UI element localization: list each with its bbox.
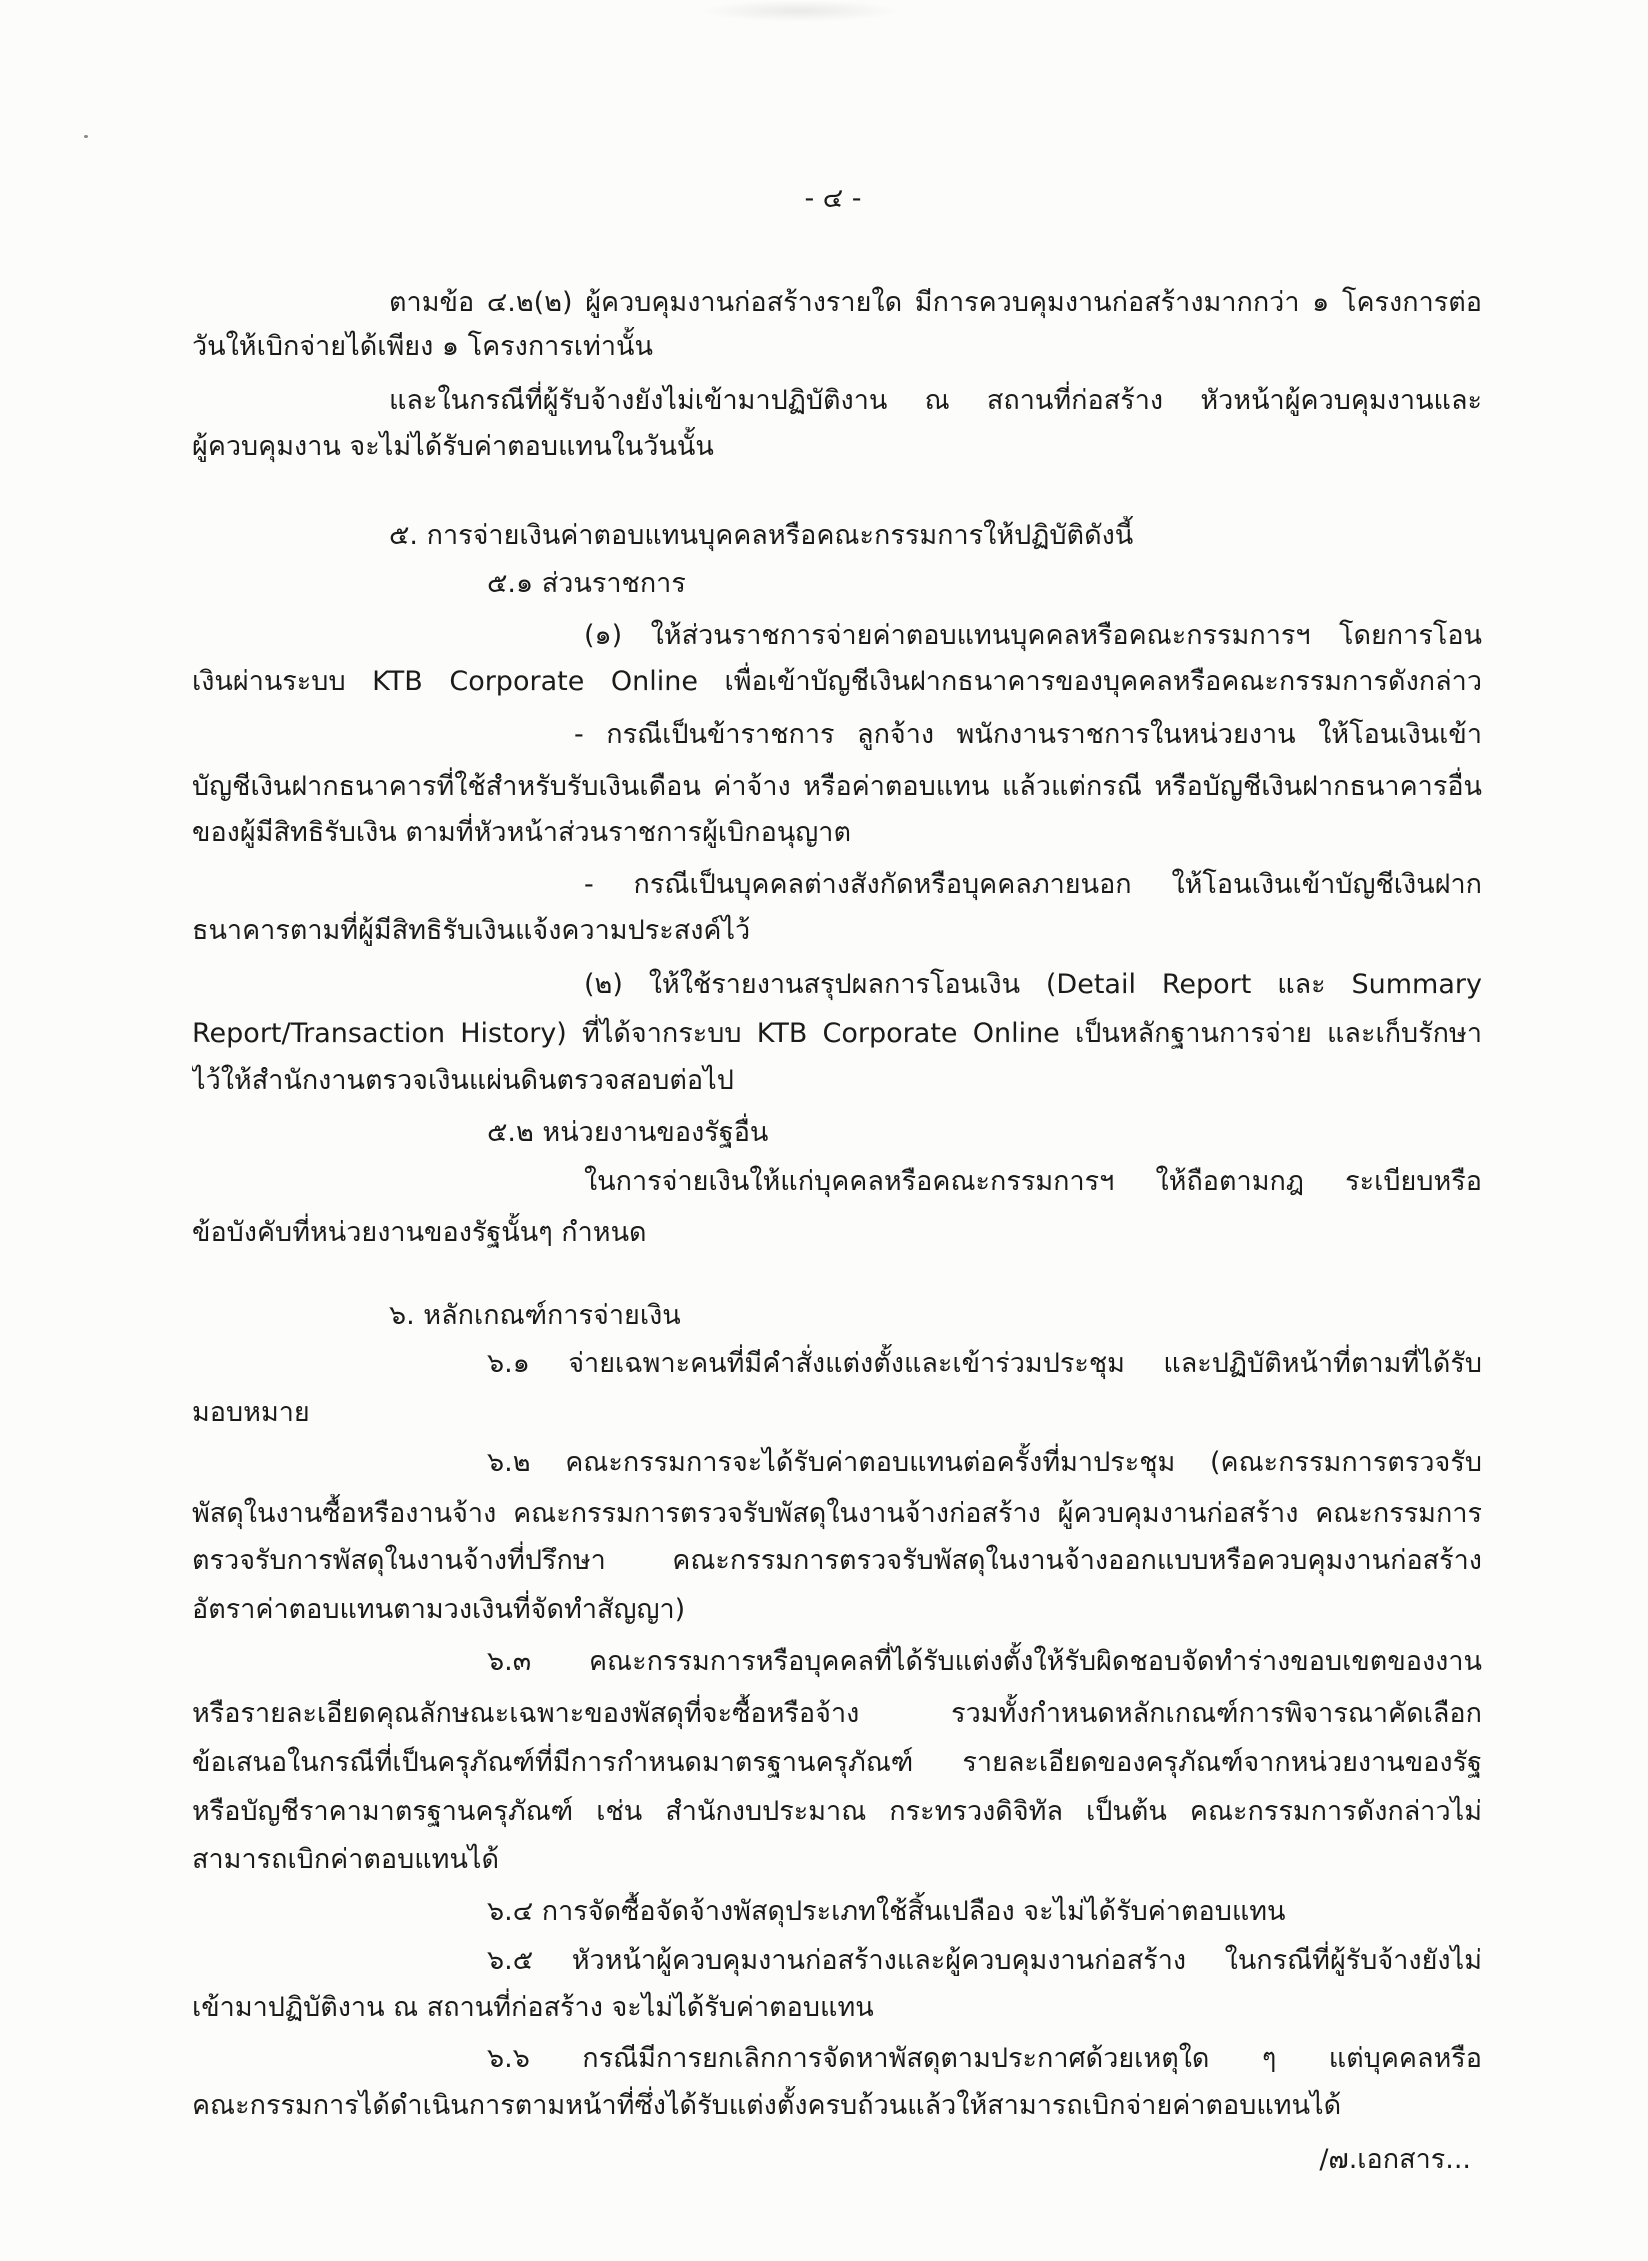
text-line: วันให้เบิกจ่ายได้เพียง ๑ โครงการเท่านั้น — [192, 331, 653, 362]
subsection-heading-5-2: ๕.๒ หน่วยงานของรัฐอื่น — [487, 1117, 769, 1148]
text-line: ๖.๒ คณะกรรมการจะได้รับค่าตอบแทนต่อครั้งที่มาประชุม (คณะกรรมการตรวจรับ — [487, 1447, 1482, 1478]
text-line: ไว้ให้สำนักงานตรวจเงินแผ่นดินตรวจสอบต่อไป — [192, 1065, 734, 1096]
text-line: ๖.๓ คณะกรรมการหรือบุคคลที่ได้รับแต่งตั้งให้รับผิดชอบจัดทำร่างขอบเขตของงาน — [487, 1646, 1482, 1677]
text-line: ของผู้มีสิทธิรับเงิน ตามที่หัวหน้าส่วนราชการผู้เบิกอนุญาต — [192, 817, 851, 848]
text-line: ข้อเสนอในกรณีที่เป็นครุภัณฑ์ที่มีการกำหนดมาตรฐานครุภัณฑ์ รายละเอียดของครุภัณฑ์จากหน่วยงานของรัฐ — [192, 1747, 1482, 1778]
text-line: อัตราค่าตอบแทนตามวงเงินที่จัดทำสัญญา) — [192, 1594, 686, 1625]
text-line: ๖.๕ หัวหน้าผู้ควบคุมงานก่อสร้างและผู้ควบคุมงานก่อสร้าง ในกรณีที่ผู้รับจ้างยังไม่ — [487, 1945, 1482, 1976]
text-line: - กรณีเป็นข้าราชการ ลูกจ้าง พนักงานราชการในหน่วยงาน ให้โอนเงินเข้า — [574, 719, 1482, 750]
text-line: (๒) ให้ใช้รายงานสรุปผลการโอนเงิน (Detail Report และ Summary — [584, 969, 1482, 1000]
text-line: ตามข้อ ๔.๒(๒) ผู้ควบคุมงานก่อสร้างรายใด มีการควบคุมงานก่อสร้างมากกว่า ๑ โครงการต่อ — [389, 287, 1482, 318]
text-line: ธนาคารตามที่ผู้มีสิทธิรับเงินแจ้งความประสงค์ไว้ — [192, 915, 751, 946]
text-line: คณะกรรมการได้ดำเนินการตามหน้าที่ซึ่งได้รับแต่งตั้งครบถ้วนแล้วให้สามารถเบิกจ่ายค่าตอบแทนได้ — [192, 2090, 1342, 2121]
text-line: ๖.๖ กรณีมีการยกเลิกการจัดหาพัสดุตามประกาศด้วยเหตุใด ๆ แต่บุคคลหรือ — [487, 2043, 1482, 2074]
text-line: ตรวจรับการพัสดุในงานจ้างที่ปรึกษา คณะกรรมการตรวจรับพัสดุในงานจ้างออกแบบหรือควบคุมงานก่อสร้าง — [192, 1545, 1482, 1576]
text-line: ผู้ควบคุมงาน จะไม่ได้รับค่าตอบแทนในวันนั้น — [192, 431, 714, 462]
text-line: พัสดุในงานซื้อหรืองานจ้าง คณะกรรมการตรวจรับพัสดุในงานจ้างก่อสร้าง ผู้ควบคุมงานก่อสร้าง คณะกรรมการ — [192, 1498, 1482, 1529]
text-line: - กรณีเป็นบุคคลต่างสังกัดหรือบุคคลภายนอก ให้โอนเงินเข้าบัญชีเงินฝาก — [584, 869, 1482, 900]
page-number: - ๔ - — [804, 183, 862, 214]
text-line: ข้อบังคับที่หน่วยงานของรัฐนั้นๆ กำหนด — [192, 1217, 647, 1248]
text-line: มอบหมาย — [192, 1397, 310, 1428]
text-line: สามารถเบิกค่าตอบแทนได้ — [192, 1844, 500, 1875]
text-line: ในการจ่ายเงินให้แก่บุคคลหรือคณะกรรมการฯ ให้ถือตามกฎ ระเบียบหรือ — [584, 1166, 1482, 1197]
section-heading-5: ๕. การจ่ายเงินค่าตอบแทนบุคคลหรือคณะกรรมการให้ปฏิบัติดังนี้ — [389, 520, 1134, 551]
text-line: Report/Transaction History) ที่ได้จากระบบ KTB Corporate Online เป็นหลักฐานการจ่าย และเก็บรักษา — [192, 1018, 1482, 1049]
text-line: ๖.๑ จ่ายเฉพาะคนที่มีคำสั่งแต่งตั้งและเข้าร่วมประชุม และปฏิบัติหน้าที่ตามที่ได้รับ — [487, 1348, 1482, 1379]
continuation-marker: /๗.เอกสาร... — [1319, 2144, 1471, 2175]
scan-dot — [84, 135, 88, 138]
text-line: ๖.๔ การจัดซื้อจัดจ้างพัสดุประเภทใช้สิ้นเปลือง จะไม่ได้รับค่าตอบแทน — [487, 1896, 1286, 1927]
section-heading-6: ๖. หลักเกณฑ์การจ่ายเงิน — [389, 1300, 681, 1331]
text-line: เงินผ่านระบบ KTB Corporate Online เพื่อเข้าบัญชีเงินฝากธนาคารของบุคคลหรือคณะกรรมการดังกล่าว — [192, 666, 1482, 697]
text-line: หรือรายละเอียดคุณลักษณะเฉพาะของพัสดุที่จะซื้อหรือจ้าง รวมทั้งกำหนดหลักเกณฑ์การพิจารณาคัดเลือก — [192, 1698, 1482, 1729]
subsection-heading-5-1: ๕.๑ ส่วนราชการ — [487, 568, 686, 599]
text-line: (๑) ให้ส่วนราชการจ่ายค่าตอบแทนบุคคลหรือคณะกรรมการฯ โดยการโอน — [584, 620, 1482, 651]
text-line: เข้ามาปฏิบัติงาน ณ สถานที่ก่อสร้าง จะไม่ได้รับค่าตอบแทน — [192, 1992, 874, 2023]
text-line: หรือบัญชีราคามาตรฐานครุภัณฑ์ เช่น สำนักงบประมาณ กระทรวงดิจิทัล เป็นต้น คณะกรรมการดังกล่าวไม่ — [192, 1796, 1482, 1827]
scan-smudge — [700, 0, 900, 22]
text-line: บัญชีเงินฝากธนาคารที่ใช้สำหรับรับเงินเดือน ค่าจ้าง หรือค่าตอบแทน แล้วแต่กรณี หรือบัญชีเงินฝากธนาคารอื่น — [192, 771, 1482, 802]
text-line: และในกรณีที่ผู้รับจ้างยังไม่เข้ามาปฏิบัติงาน ณ สถานที่ก่อสร้าง หัวหน้าผู้ควบคุมงานและ — [389, 385, 1482, 416]
